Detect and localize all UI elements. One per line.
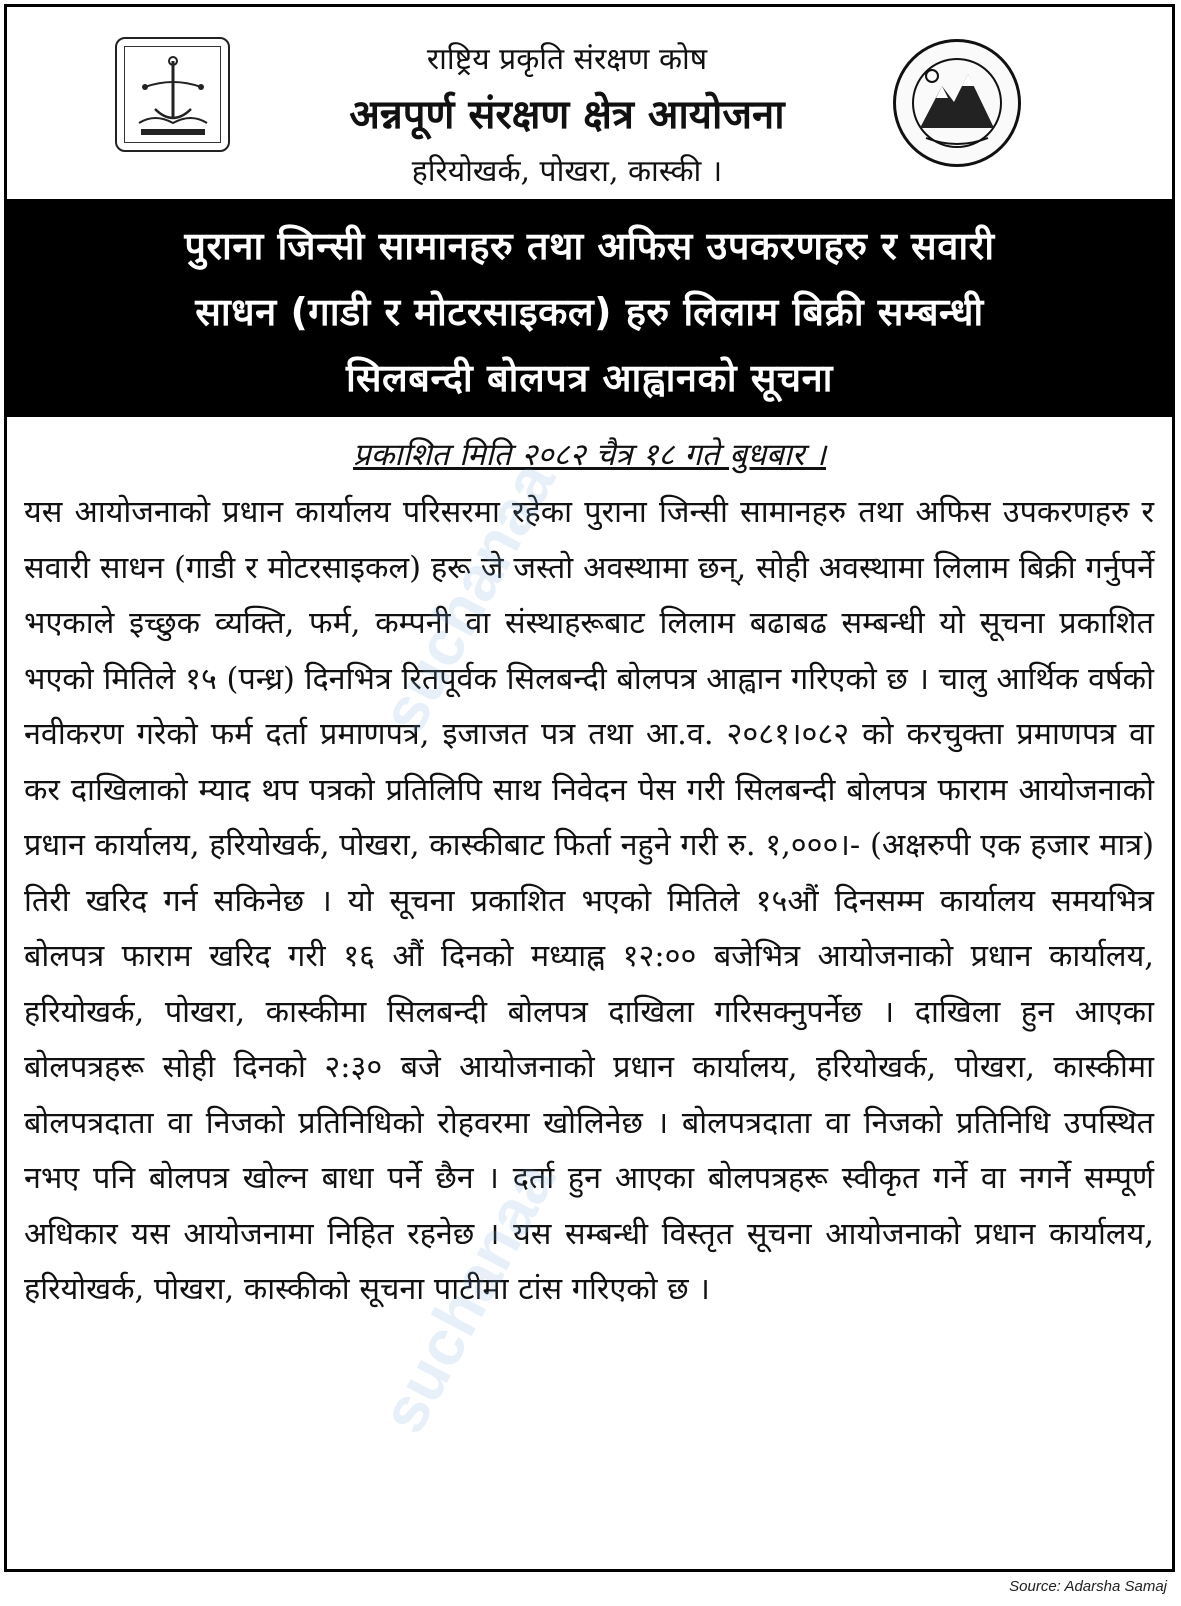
ntnc-mountain-seal-icon <box>893 39 1021 167</box>
government-emblem-icon <box>115 37 230 152</box>
source-credit: Source: Adarsha Samaj <box>1009 1578 1167 1595</box>
published-date <box>7 433 1172 475</box>
org-parent-name: राष्ट्रिय प्रकृति संरक्षण कोष <box>426 42 708 77</box>
watermark: suchanaa <box>366 1149 569 1445</box>
notice-body: यस आयोजनाको प्रधान कार्यालय परिसरमा रहेका पुराना जिन्सी सामानहरु तथा अफिस उपकरणहरु र सवारी साधन (गाडी र मोटरसाइकल) हरू जे जस्तो अवस्थामा छन्, सोही अवस्थामा लिलाम बिक्री गर्नुपर्ने भएकाले इच्छुक व्यक्ति, फर्म, कम्पनी वा संस्थाहरूबाट लिलाम बढाबढ सम्बन्धी यो सूचना प्रकाशित भएको मितिले १५ (पन्ध्र) दिनभित्र रितपूर्वक सिलबन्दी बोलपत्र आह्वान गरिएको छ । चालु आर्थिक वर्षको नवीकरण गरेको फर्म दर्ता प्रमाणपत्र, इजाजत पत्र तथा आ.व. २०८१।०८२ को करचुक्ता प्रमाणपत्र वा कर दाखिलाको म्याद थप पत्रको प्रतिलिपि साथ निवेदन पेस गरी सिलबन्दी बोलपत्र फाराम आयोजनाको प्रधान कार्यालय, हरियोखर्क, पोखरा, कास्कीबाट फिर्ता नहुने गरी रु. १,०००।- (अक्षरुपी एक हजार मात्र) तिरी खरिद गर्न सकिनेछ । यो सूचना प्रकाशित भएको मितिले १५औं दिनसम्म कार्यालय समयभित्र बोलपत्र फाराम खरिद गरी १६ औं दिनको मध्याह्न १२:०० बजेभित्र आयोजनाको प्रधान कार्यालय, हरियोखर्क, पोखरा, कास्कीमा सिलबन्दी बोलपत्र दाखिला गरिसक्नुपर्नेछ । दाखिला हुन आएका बोलपत्रहरू सोही दिनको २:३० बजे आयोजनाको प्रधान कार्यालय, हरियोखर्क, पोखरा, कास्कीमा बोलपत्रदाता वा निजको प्रतिनिधिको रोहवरमा खोलिनेछ । बोलपत्रदाता वा निजको प्रतिनिधि उपस्थित नभए पनि बोलपत्र खोल्न बाधा पर्ने छैन । दर्ता हुन आएका बोलपत्रहरू स्वीकृत गर्ने वा नगर्ने सम्पूर्ण अधिकार यस आयोजनामा निहित रहनेछ । यस सम्बन्धी विस्तृत सूचना आयोजनाको प्रधान कार्यालय, हरियोखर्क, पोखरा, कास्कीको सूचना पाटीमा टांस गरिएको छ । <box>24 495 1154 1307</box>
org-project-name: अन्नपूर्ण संरक्षण क्षेत्र आयोजना <box>349 92 785 138</box>
notice-header <box>7 7 1172 199</box>
notice-frame <box>4 4 1175 1572</box>
notice-title-band <box>7 199 1172 417</box>
org-address: हरियोखर्क, पोखरा, कास्की । <box>411 154 723 189</box>
watermark: suchanaa <box>366 449 569 745</box>
notice-title-line2: साधन (गाडी र मोटरसाइकल) हरु लिलाम बिक्री सम्बन्धी <box>195 290 984 334</box>
notice-title-line1: पुराना जिन्सी सामानहरु तथा अफिस उपकरणहरु र सवारी <box>184 224 995 268</box>
published-date-text: प्रकाशित मिति २०८२ चैत्र १८ गते बुधबार । <box>352 437 827 473</box>
notice-title-line3: सिलबन्दी बोलपत्र आह्वानको सूचना <box>345 356 834 400</box>
